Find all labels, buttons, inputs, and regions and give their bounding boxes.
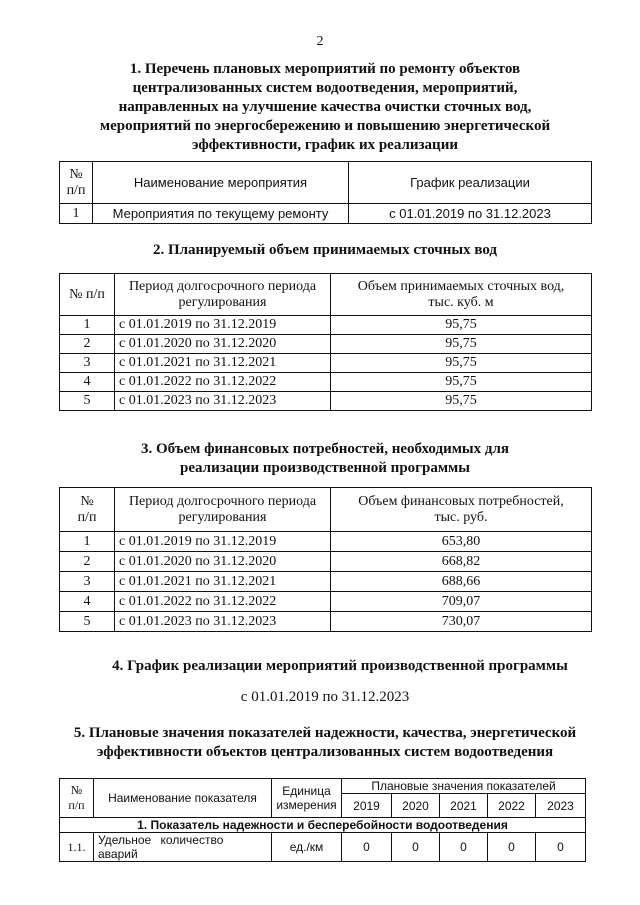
header-num-line: № [80, 493, 94, 509]
table-header-row [60, 274, 592, 316]
table-group-row [60, 818, 586, 833]
cell-value: 688,66 [331, 572, 592, 592]
cell-value: 709,07 [331, 592, 592, 612]
cell-period: с 01.01.2019 по 31.12.2019 [115, 532, 331, 552]
cell-value: 0 [440, 833, 488, 862]
table-header-row [60, 488, 592, 532]
table-row [60, 532, 592, 552]
cell-period: с 01.01.2020 по 31.12.2020 [115, 335, 331, 354]
table-row [60, 833, 586, 862]
cell-num: 1 [60, 532, 115, 552]
header-planned: Плановые значения показателей [342, 779, 586, 794]
header-unit-line: измерения [276, 798, 337, 812]
header-period [115, 274, 331, 316]
header-num-line: п/п [66, 182, 86, 198]
cell-num: 1 [60, 316, 115, 335]
cell-num: 2 [60, 552, 115, 572]
cell-value: 95,75 [331, 354, 592, 373]
table-row [60, 592, 592, 612]
header-value-line: Объем финансовых потребностей, [358, 493, 564, 509]
finance-table [59, 487, 592, 632]
cell-name: Мероприятия по текущему ремонту [93, 204, 349, 224]
volume-table [59, 273, 592, 411]
table-row [60, 316, 592, 335]
cell-num: 3 [60, 572, 115, 592]
cell-period: с 01.01.2021 по 31.12.2021 [115, 572, 331, 592]
cell-period: с 01.01.2020 по 31.12.2020 [115, 552, 331, 572]
cell-value: 730,07 [331, 612, 592, 632]
table-row [60, 354, 592, 373]
header-value-line: тыс. руб. [434, 509, 488, 525]
header-year: 2022 [488, 794, 536, 818]
header-unit [272, 779, 342, 818]
cell-period: с 01.01.2022 по 31.12.2022 [115, 592, 331, 612]
header-year: 2019 [342, 794, 392, 818]
cell-period: с 01.01.2023 по 31.12.2023 [115, 612, 331, 632]
cell-value: 95,75 [331, 335, 592, 354]
cell-num: 3 [60, 354, 115, 373]
cell-period: с 01.01.2022 по 31.12.2022 [115, 373, 331, 392]
cell-value: 95,75 [331, 373, 592, 392]
header-period-line: регулирования [178, 294, 267, 310]
header-period-line: Период долгосрочного периода [128, 493, 317, 509]
header-num [60, 488, 115, 532]
header-name: Наименование показателя [94, 779, 272, 818]
section-5-title-line: эффективности объектов централизованных систем водоотведения [96, 744, 554, 760]
table-row [60, 612, 592, 632]
section-1-title-line: направленных на улучшение качества очистки сточных вод, [118, 99, 532, 115]
section-1-title-line: эффективности, график их реализации [192, 137, 458, 153]
table-row [60, 392, 592, 411]
section-2-title: 2. Планируемый объем принимаемых сточных вод [152, 242, 498, 258]
page-number: 2 [316, 34, 324, 49]
cell-value: 653,80 [331, 532, 592, 552]
cell-value: 95,75 [331, 392, 592, 411]
cell-value: 0 [342, 833, 392, 862]
cell-num: 2 [60, 335, 115, 354]
section-3-title-line: реализации производственной программы [180, 460, 470, 476]
header-unit-line: Единица [282, 784, 331, 798]
cell-period: с 01.01.2021 по 31.12.2021 [115, 354, 331, 373]
header-period-line: регулирования [178, 509, 267, 525]
cell-num: 5 [60, 612, 115, 632]
table-row [60, 572, 592, 592]
section-5-title [50, 724, 600, 762]
cell-unit: ед./км [272, 833, 342, 862]
header-schedule: График реализации [349, 162, 592, 204]
cell-schedule: с 01.01.2019 по 31.12.2023 [349, 204, 592, 224]
section-1-title-line: централизованных систем водоотведения, мероприятий, [132, 80, 518, 96]
header-value [331, 274, 592, 316]
header-year: 2020 [392, 794, 440, 818]
cell-num: 4 [60, 592, 115, 612]
table-header-row [60, 162, 592, 204]
section-3-title-line: 3. Объем финансовых потребностей, необходимых для [140, 441, 510, 457]
group-title: 1. Показатель надежности и бесперебойности водоотведения [60, 818, 586, 833]
cell-num: 5 [60, 392, 115, 411]
section-3-title [60, 440, 590, 478]
header-value-line: Объем принимаемых сточных вод, [357, 278, 565, 294]
section-1-title-line: 1. Перечень плановых мероприятий по ремонту объектов [129, 61, 521, 77]
header-num-line: п/п [77, 509, 97, 525]
header-num-line: № [69, 166, 83, 182]
table-row [60, 552, 592, 572]
cell-num: 4 [60, 373, 115, 392]
header-year: 2023 [536, 794, 586, 818]
table-row [60, 373, 592, 392]
table-row [60, 335, 592, 354]
header-period-line: Период долгосрочного периода [128, 278, 317, 294]
section-4-title: 4. График реализации мероприятий производственной программы [112, 658, 568, 674]
section-5-title-line: 5. Плановые значения показателей надежности, качества, энергетической [73, 725, 577, 741]
cell-num: 1 [60, 204, 93, 224]
header-num-line: № [70, 783, 83, 797]
section-1-title-line: мероприятий по энергосбережению и повышению энергетической [99, 118, 551, 134]
header-value [331, 488, 592, 532]
header-num-line: п/п [68, 798, 85, 812]
measures-table [59, 161, 592, 224]
header-name: Наименование мероприятия [93, 162, 349, 204]
section-4-period: с 01.01.2019 по 31.12.2023 [240, 689, 410, 705]
cell-value: 0 [488, 833, 536, 862]
cell-period: с 01.01.2023 по 31.12.2023 [115, 392, 331, 411]
cell-num: 1.1. [60, 833, 94, 862]
cell-value: 0 [392, 833, 440, 862]
cell-period: с 01.01.2019 по 31.12.2019 [115, 316, 331, 335]
cell-value: 668,82 [331, 552, 592, 572]
header-num [60, 779, 94, 818]
header-num: № п/п [60, 274, 115, 316]
header-year: 2021 [440, 794, 488, 818]
cell-name: Удельное количество аварий [94, 833, 272, 862]
cell-value: 95,75 [331, 316, 592, 335]
header-value-line: тыс. куб. м [428, 294, 494, 310]
header-period [115, 488, 331, 532]
cell-value: 0 [536, 833, 586, 862]
table-header-row [60, 779, 586, 794]
section-1-title [60, 60, 590, 155]
table-row [60, 204, 592, 224]
header-num [60, 162, 93, 204]
indicators-table [59, 778, 586, 862]
